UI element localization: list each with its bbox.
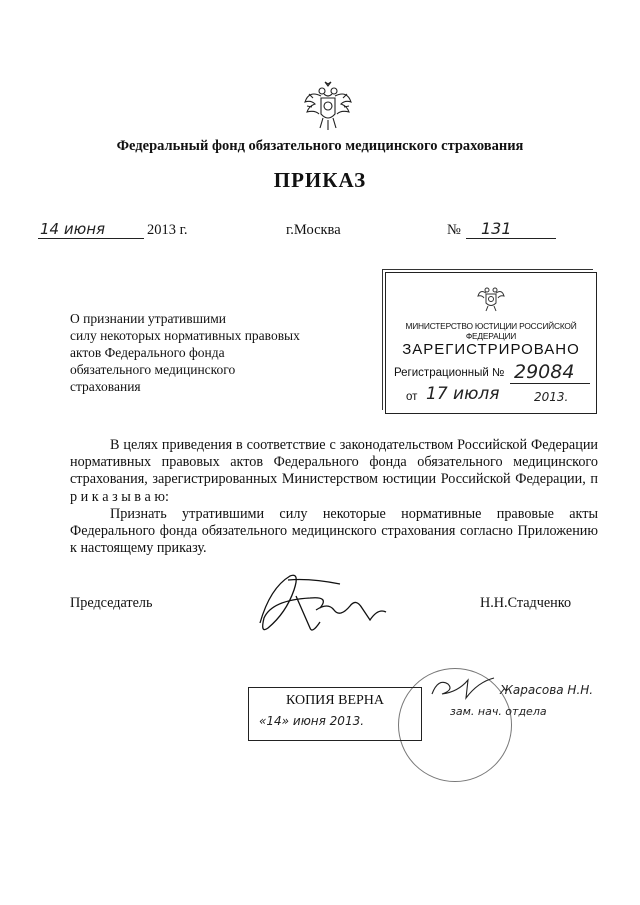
organization-name: Федеральный фонд обязательного медицинского страхования [116,138,524,154]
stamp-date-handwritten: 17 июля [426,384,500,404]
copy-stamp-date: «14» июня 2013. [259,714,365,728]
preamble-paragraph: В целях приведения в соответствие с законодательством Российской Федерации нормативных правовых актов Федерального фонда обязательного медицинского страхования, зарегистрированных Министерством юстиции Российской Федерации, п р и к а з ы в а ю: [70,437,598,505]
certifier-signature [428,672,498,702]
copy-stamp-label: КОПИЯ ВЕРНА [285,693,385,708]
subject-line: обязательного медицинского [70,362,236,377]
copy-certified-stamp [248,687,422,741]
order-subject [70,310,350,395]
stamp-emblem-icon [476,283,506,313]
subject-line: страхования [70,379,141,394]
stamp-reg-label: Регистрационный № [394,367,505,379]
state-emblem-icon [301,80,355,132]
order-number-handwritten: 131 [481,219,512,238]
stamp-reg-number: 29084 [514,361,575,383]
number-sign: № [447,222,461,238]
certifier-name-handwritten: Жарасова Н.Н. [500,683,594,697]
order-body [70,437,598,557]
subject-line: актов Федерального фонда [70,345,225,360]
signatory-position: Председатель [70,595,153,611]
stamp-ministry: МИНИСТЕРСТВО ЮСТИЦИИ РОССИЙСКОЙ ФЕДЕРАЦИИ [405,321,577,341]
number-underline [466,238,556,239]
signatory-name: Н.Н.Стадченко [480,595,572,611]
date-underline [38,238,144,239]
subject-line: О признании утратившими [70,311,227,326]
order-year: 2013 г. [147,222,188,238]
registration-stamp [385,272,597,414]
subject-line: силу некоторых нормативных правовых [70,328,300,343]
stamp-date-label: от [406,391,418,403]
stamp-status: ЗАРЕГИСТРИРОВАНО [402,341,580,358]
stamp-date-year: 2013. [534,390,569,404]
order-date-handwritten: 14 июня [40,220,106,238]
certifier-position-handwritten: зам. нач. отдела [450,705,547,718]
document-title: ПРИКАЗ [273,168,367,192]
order-city: г.Москва [286,222,341,238]
handwritten-signature [250,568,390,638]
directive-paragraph: Признать утратившими силу некоторые нормативные правовые акты Федерального фонда обязательного медицинского страхования согласно Приложению к настоящему приказу. [70,505,598,557]
reg-number-underline [510,383,590,384]
